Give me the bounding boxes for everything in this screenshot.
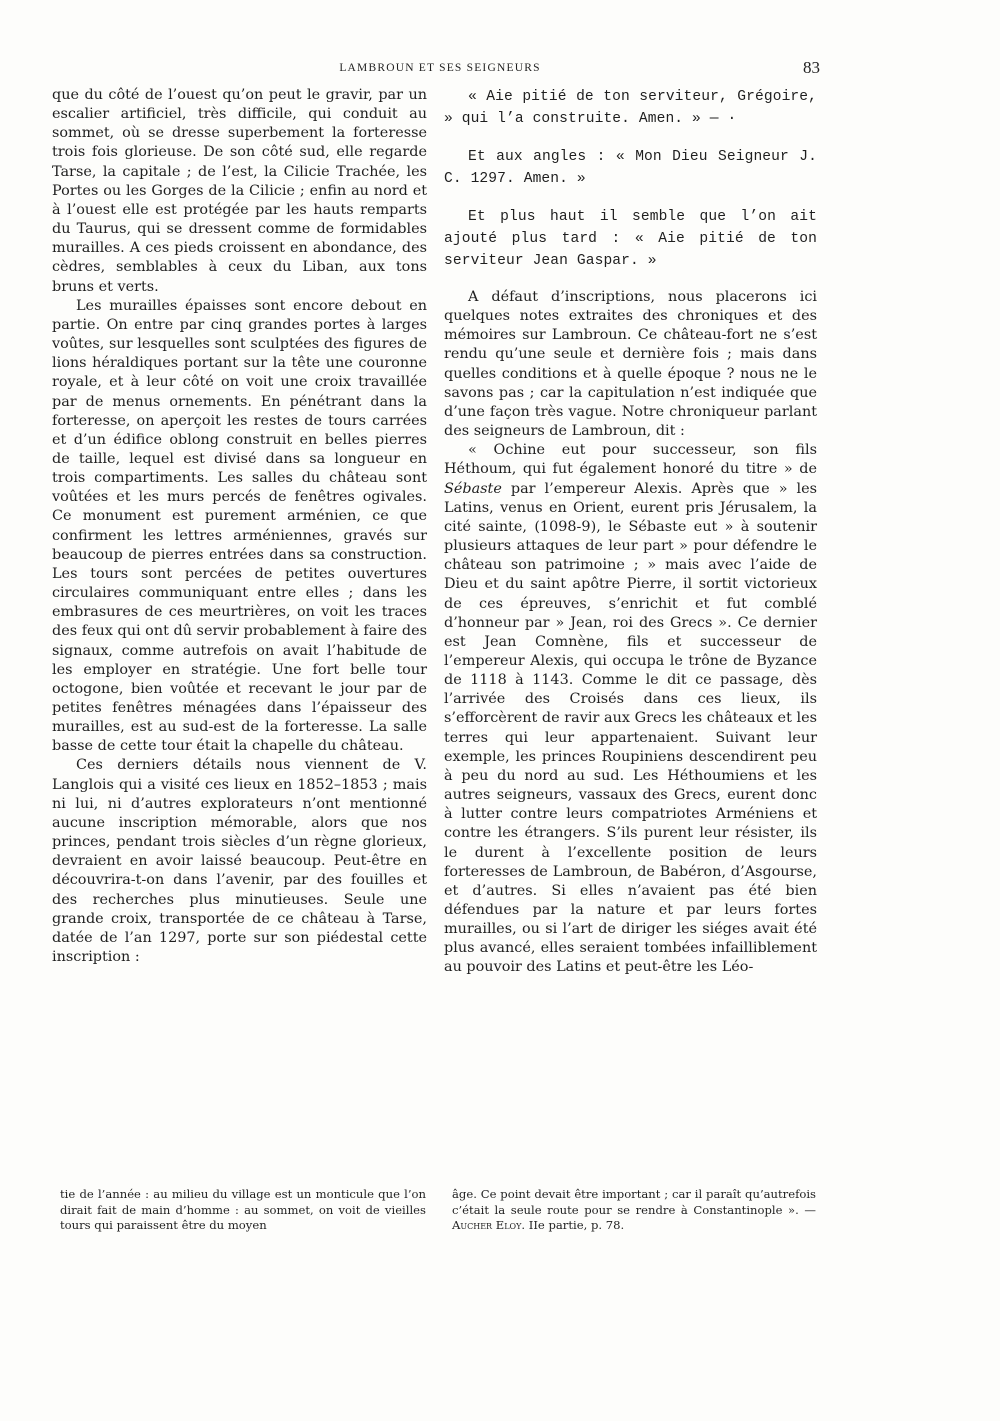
footnote-left-text: tie de l’année : au milieu du village est un monticule que l’on dirait fait de main d’homme : au sommet, on voit de vieilles tours qui paraissent être du moyen (60, 1187, 426, 1232)
paragraph-comnene: Ce dernier est Jean Comnène, fils et successeur de l’empereur Alexis, qui occupa le trône de Byzance de 1118 à 1143. Comme le dit ce passage, dès l’arrivée des Croisés dans ces lieux, ils s’efforcèrent de ravir aux Grecs les châteaux et les terres qui leur appartenaient. Suivant leur exemple, les princes Roupiniens descendirent peu à peu du nord au sud. Les Héthoumiens et les autres seigneurs, vassaux des Grecs, eurent donc à lutter contre leurs compatriotes Arméniens et contre les étrangers. S’ils purent leur résister, ils le durent à l’excellente position de leurs forteresses de Lambroun, de Babéron, d’Asgourse, et d’autres. Si elles n’avaient pas été bien défendues par la nature et par leurs fortes murailles, ou si l’art de diriger les siéges avait été plus avancé, elles seraient tombées infailliblement au pouvoir des Latins et peut-être les Léo- (444, 614, 817, 976)
right-column (444, 86, 817, 978)
quote-title-sebaste: Sébaste (444, 480, 502, 497)
quote-text-after: par l’empereur Alexis. Après que » les Latins, venus en Orient, eurent pris Jérusalem, la cité sainte, (1098-9), le Sébaste eut » à soutenir plusieurs attaques de leur part » pour défendre le château son patrimoine ; » mais avec l’aide de Dieu et du saint apôtre Pierre, il sortit victorieux de ces épreuves, s’enrichit et fut comblé d’honneur par » Jean, roi des Grecs ». (444, 480, 817, 631)
footnote-reference: . IIe partie, p. 78. (521, 1218, 625, 1232)
paragraph-chronicles: A défaut d’inscriptions, nous placerons ici quelques notes extraites des chroniques et des mémoires sur Lambroun. Ce château-fort ne s’est rendu qu’une seule et dernière fois ; mais dans quelles conditions et à quelle époque ? nous ne le savons pas ; car la capitulation n’est indiquée que d’une façon très vague. Notre chroniqueur parlant des seigneurs de Lambroun, dit : (444, 289, 817, 440)
page-number: 83 (803, 58, 820, 77)
paragraph-walls: Les murailles épaisses sont encore debout en partie. On entre par cinq grandes portes à larges voûtes, sur lesquelles sont sculptées des figures de lions héraldiques portant sur la tête une couronne royale, et à leur côté on voit une croix travaillée par de menus ornements. En pénétrant dans la forteresse, on aperçoit les restes de tours carrées et d’un édifice oblong construit en belles pierres de taille, lequel est divisé dans sa longueur en trois compartiments. Les salles du château sont voûtées et les murs percés de fenêtres ogivales. Ce monument est purement arménien, ce que confirment les lettres arméniennes, gravés sur beaucoup de pierres entrées dans sa construction. Les tours sont percées de petites ouvertures circulaires communiquant entre elles ; dans les embrasures de ces meurtrières, on voit les traces des feux qui ont dû servir probablement à faire des signaux, comme autrefois on avait l’habitude de les employer en stratégie. Une fort belle tour octogone, bien voûtée et recevant le jour par de petites fenêtres ménagées dans l’épaisseur des murailles, est au sud-est de la forteresse. La salle basse de cette tour était la chapelle du château. (52, 297, 427, 755)
footnote-right-paragraph (452, 1187, 816, 1234)
inscription-angles: Et aux angles : « Mon Dieu Seigneur J. C. 1297. Amen. » (444, 149, 817, 187)
footnote-left (60, 1187, 426, 1234)
inscription-gregoire: « Aie pitié de ton serviteur, Grégoire, » qui l’a construite. Amen. » — · (444, 89, 817, 127)
chronicle-quote (444, 441, 817, 977)
running-title: LAMBROUN ET SES SEIGNEURS (339, 62, 541, 74)
footnote-author: Aucher Eloy (452, 1218, 522, 1232)
paragraph-langlois: Ces derniers détails nous viennent de V. Langlois qui a visité ces lieux en 1852–1853 ; mais ni lui, ni d’autres explorateurs n’ont mentionné aucune inscription mémorable, alors que nos princes, pendant trois siècles d’un règne glorieux, devraient en avoir laissé beaucoup. Peut-être en découvrira-t-on dans l’avenir, par des fouilles et des recherches plus minutieuses. Seule une grande croix, transportée de ce château à Tarse, datée de l’an 1297, porte sur son piédestal cette inscription : (52, 757, 427, 966)
footnote-right (452, 1187, 816, 1234)
inscription-jean-gaspar: Et plus haut il semble que l’on ait ajouté plus tard : « Aie pitié de ton serviteur Jean Gaspar. » (444, 209, 817, 269)
footnote-right-text: âge. Ce point devait être important ; car il paraît qu’autrefois c’était la seule route pour se rendre à Constantinople ». — (452, 1187, 816, 1217)
left-column (52, 86, 427, 967)
paragraph-castle-description: que du côté de l’ouest qu’on peut le gravir, par un escalier artificiel, très difficile, qui conduit au sommet, où se dresse superbement la forteresse trois fois glorieuse. De son côté sud, elle regarde Tarse, la capitale ; de l’est, la Cilicie Trachée, les Portes ou les Gorges de la Cilicie ; enfin au nord et à l’ouest elle est protégée par les hauts remparts du Taurus, qui se dressent comme de formidables murailles. A ces pieds croissent en abondance, des cèdres, semblables à ceux du Liban, aux tons bruns et verts. (52, 87, 427, 295)
quote-text-before: « Ochine eut pour successeur, son fils Héthoum, qui fut également honoré du titre » de (444, 442, 817, 478)
